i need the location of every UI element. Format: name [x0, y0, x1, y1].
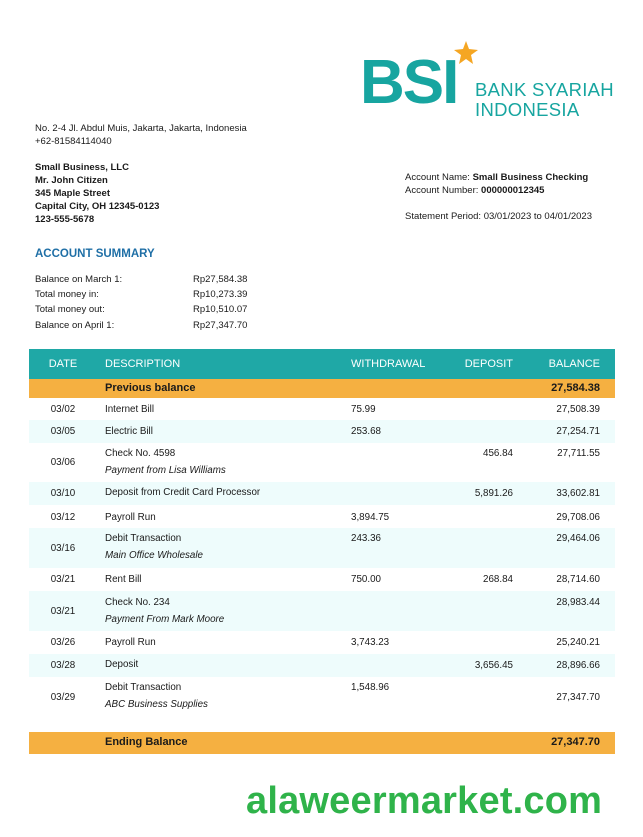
summary-row: Total money out: Rp10,510.07 — [35, 304, 248, 315]
table-row: 03/21 Rent Bill 750.00 268.84 28,714.60 — [50, 574, 600, 585]
table-row: 03/12 Payroll Run 3,894.75 29,708.06 — [50, 512, 600, 523]
previous-balance-row: Previous balance 27,584.38 — [29, 379, 615, 398]
table-row: 03/29 Debit Transaction ABC Business Supplies 1,548.96 27,347.70 — [50, 682, 600, 710]
table-row: 03/02 Internet Bill 75.99 27,508.39 — [50, 404, 600, 415]
summary-row: Balance on April 1: Rp27,347.70 — [35, 320, 248, 331]
account-info — [405, 171, 592, 223]
bank-address: No. 2-4 Jl. Abdul Muis, Jakarta, Jakarta, Indonesia +62-81584114040 — [35, 123, 247, 147]
account-summary-title: ACCOUNT SUMMARY — [35, 248, 155, 260]
watermark: alaweermarket.com — [246, 780, 603, 822]
table-row: 03/10 Deposit from Credit Card Processor 5,891.26 33,602.81 — [29, 482, 615, 505]
table-row: 03/28 Deposit 3,656.45 28,896.66 — [29, 654, 615, 677]
account-name: Account Name: Small Business Checking — [405, 172, 589, 183]
bank-logo — [360, 40, 630, 125]
table-row: 03/06 Check No. 4598 Payment from Lisa Williams 456.84 27,711.55 — [50, 448, 600, 476]
table-row: 03/26 Payroll Run 3,743.23 25,240.21 — [50, 637, 600, 648]
spacer — [29, 717, 615, 732]
logo-bank-name: BANK SYARIAH INDONESIA — [475, 79, 614, 120]
star-icon — [453, 40, 479, 66]
logo-letters: BSI — [360, 48, 458, 117]
transactions-table — [29, 349, 615, 754]
table-row: 03/16 Debit Transaction Main Office Wholesale 243.36 29,464.06 — [29, 528, 615, 568]
statement-period: Statement Period: 03/01/2023 to 04/01/2023 — [405, 211, 592, 222]
account-number: Account Number: 000000012345 — [405, 185, 545, 196]
summary-row: Total money in: Rp10,273.39 — [35, 289, 248, 300]
ending-balance-row: Ending Balance 27,347.70 — [29, 732, 615, 754]
summary-row: Balance on March 1: Rp27,584.38 — [35, 274, 248, 285]
table-row: 03/05 Electric Bill 253.68 27,254.71 — [29, 420, 615, 443]
table-header: DATE DESCRIPTION WITHDRAWAL DEPOSIT BALANCE — [29, 349, 615, 379]
table-row: 03/21 Check No. 234 Payment From Mark Moore 28,983.44 — [29, 591, 615, 631]
customer-address: Small Business, LLC Mr. John Citizen 345 Maple Street Capital City, OH 12345-0123 123-555-5678 — [35, 162, 160, 225]
